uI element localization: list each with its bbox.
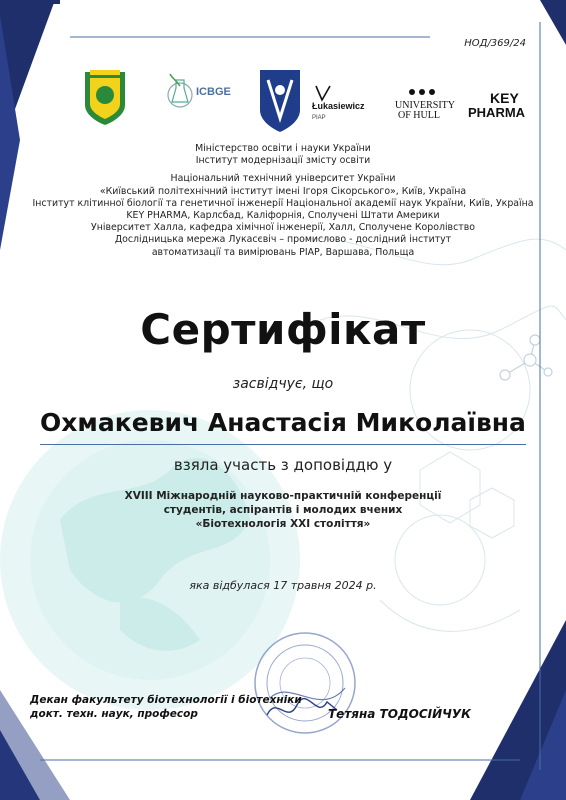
conference-line: XVIII Міжнародній науково-практичній конференції	[124, 490, 442, 502]
event-date: яка відбулася 17 травня 2024 р.	[189, 579, 377, 592]
kpi-emblem-icon	[260, 70, 300, 132]
icbge-logo-icon	[168, 74, 192, 107]
org-line: Інститут модернізації змісту освіти	[195, 155, 371, 167]
lukasiewicz-sub: PIAP	[312, 115, 326, 121]
org-line: автоматизації та вимірювань PIAP, Варшава, Польща	[151, 246, 415, 258]
icbge-text: ICBGE	[196, 86, 231, 98]
certifies-text: засвідчує, що	[232, 376, 334, 392]
keypharma-line1: KEY	[490, 90, 519, 106]
hull-line1: UNIVERSITY	[395, 100, 455, 111]
hull-line2: OF HULL	[398, 110, 440, 121]
signatory-position-line: докт. техн. наук, професор	[30, 708, 198, 720]
organizers-list	[20, 143, 546, 259]
signatory-position	[30, 693, 302, 721]
org-line: Міністерство освіти і науки України	[195, 143, 371, 154]
recipient-name: Охмакевич Анастасія Миколаївна	[40, 408, 526, 437]
conference-line: «Біотехнологія XXI століття»	[195, 518, 371, 530]
org-line: KEY PHARMA, Карлсбад, Каліфорнія, Сполучені Штати Америки	[126, 210, 440, 222]
hull-crest-icon	[409, 89, 435, 95]
org-line: «Київський політехнічний інститут імені Ігоря Сікорського», Київ, Україна	[99, 185, 467, 197]
org-line: Дослідницька мережа Лукасєвіч – промислово - дослідний інститут	[114, 234, 452, 246]
lukasiewicz-logo-icon	[316, 86, 330, 100]
signatory-name: Тетяна ТОДОСІЙЧУК	[328, 707, 471, 721]
faculty-emblem-icon	[85, 70, 125, 125]
org-line: Інститут клітинної біології та генетичної інженерії Національної академії наук України, Київ, Україна	[32, 197, 534, 209]
participation-text: взяла участь з доповіддю у	[173, 456, 393, 474]
keypharma-line2: PHARMA	[468, 105, 526, 120]
org-line: Національний технічний університет України	[170, 173, 396, 185]
lukasiewicz-text: Łukasiewicz	[312, 101, 365, 111]
document-code: НОД/369/24	[464, 38, 526, 49]
conference-title	[0, 489, 566, 531]
conference-line: студентів, аспірантів і молодих вчених	[163, 504, 403, 516]
partner-logos	[0, 0, 566, 140]
certificate-title: Сертифікат	[140, 305, 426, 354]
signatory-position-line: Декан факультету біотехнології і біотехніки	[30, 694, 302, 706]
name-underline	[40, 444, 526, 445]
org-line: Університет Халла, кафедра хімічної інженерії, Халл, Сполучене Королівство	[91, 222, 475, 234]
